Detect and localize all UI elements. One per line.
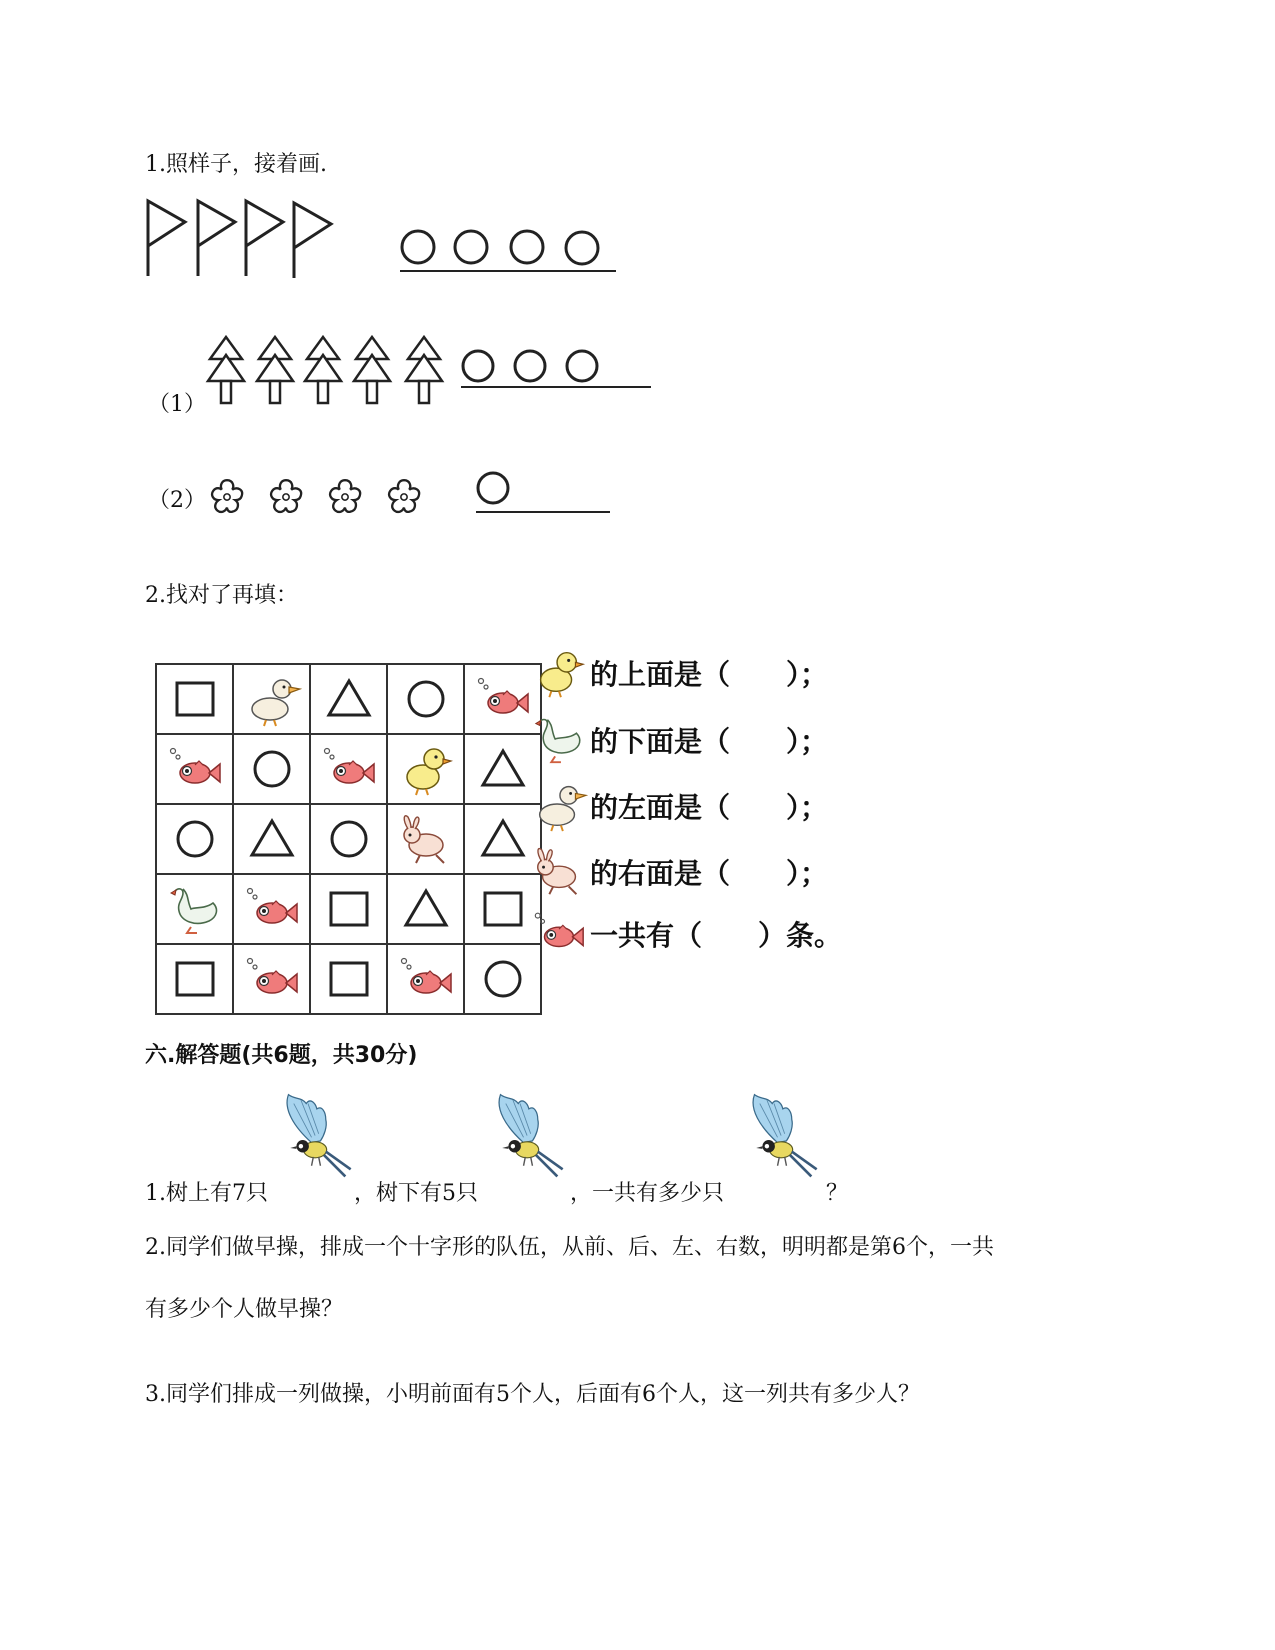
circle-icon <box>165 809 225 869</box>
flower-icon-row <box>206 474 431 520</box>
grid-question-text[interactable]: 的左面是（ ）； <box>590 791 829 824</box>
chick-icon <box>396 739 456 799</box>
grid-cell <box>233 734 310 804</box>
square-icon <box>319 949 379 1009</box>
bird-icon <box>488 1090 568 1194</box>
section-6-heading: 六.解答题(共6题，共30分) <box>145 1043 418 1068</box>
grid-cell <box>387 804 464 874</box>
grid-cell <box>310 944 387 1014</box>
triangle-icon <box>473 809 533 869</box>
grid-cell <box>156 874 233 944</box>
rabbit-icon <box>530 842 588 900</box>
grid-row <box>156 804 541 874</box>
chick-icon <box>530 643 588 701</box>
square-icon <box>165 949 225 1009</box>
fish-icon <box>165 739 225 799</box>
triangle-icon <box>473 739 533 799</box>
square-icon <box>165 669 225 729</box>
grid-question-text[interactable]: 的下面是（ ）； <box>590 725 829 758</box>
goose-icon <box>530 710 588 768</box>
flower-pattern <box>206 474 431 524</box>
circle-icon <box>473 949 533 1009</box>
flag-pattern <box>145 198 345 284</box>
question-1-title: 1.照样子，接着画. <box>145 152 327 177</box>
goose-icon <box>165 879 225 939</box>
flag-icon-row <box>145 198 345 280</box>
fish-icon <box>396 949 456 1009</box>
problem-1-text-a: 1.树上有7只 <box>145 1181 268 1206</box>
grid-row <box>156 734 541 804</box>
sub-question-2-label: （2） <box>148 488 206 513</box>
fish-icon <box>242 879 302 939</box>
position-grid <box>155 663 542 1015</box>
question-icon-wrapper <box>530 710 588 772</box>
rabbit-icon <box>396 809 456 869</box>
square-icon <box>319 879 379 939</box>
grid-question-text[interactable]: 的上面是（ ）； <box>590 658 829 691</box>
triangle-icon <box>242 809 302 869</box>
circle-icon <box>242 739 302 799</box>
grid-cell <box>310 664 387 734</box>
grid-cell <box>233 944 310 1014</box>
grid-cell <box>233 664 310 734</box>
fish-icon <box>473 669 533 729</box>
grid-question-text[interactable]: 一共有（ ）条。 <box>590 919 843 952</box>
answer-underline-example <box>400 270 616 272</box>
grid-cell <box>387 874 464 944</box>
square-icon <box>473 879 533 939</box>
grid-row <box>156 874 541 944</box>
sub-question-1-label: （1） <box>148 392 206 417</box>
duck-icon <box>530 776 588 834</box>
triangle-icon <box>319 669 379 729</box>
grid-cell <box>233 874 310 944</box>
problem-1-text-d: ？ <box>826 1181 849 1206</box>
grid-row <box>156 944 541 1014</box>
grid-cell <box>387 734 464 804</box>
grid-row <box>156 664 541 734</box>
fish-icon <box>319 739 379 799</box>
fish-icon <box>242 949 302 1009</box>
problem-3-text: 3.同学们排成一列做操，小明前面有5个人，后面有6个人，这一列共有多少人？ <box>145 1382 920 1407</box>
question-icon-wrapper <box>530 904 588 966</box>
grid-cell <box>156 944 233 1014</box>
circle-answer-row-2 <box>474 470 514 514</box>
circle-icon-row-1 <box>458 348 608 388</box>
grid-cell <box>310 804 387 874</box>
grid-cell <box>156 664 233 734</box>
answer-underline-2[interactable] <box>476 511 610 513</box>
bird-icon <box>276 1090 356 1194</box>
grid-cell <box>310 874 387 944</box>
question-icon-wrapper <box>530 643 588 705</box>
circle-icon <box>396 669 456 729</box>
question-icon-wrapper <box>530 842 588 904</box>
circle-icon <box>319 809 379 869</box>
answer-underline-1[interactable] <box>461 386 651 388</box>
problem-2-line-1: 2.同学们做早操，排成一个十字形的队伍，从前、后、左、右数，明明都是第6个，一共 <box>145 1235 994 1260</box>
fish-icon <box>530 904 588 962</box>
problem-2-line-2: 有多少个人做早操？ <box>145 1297 344 1322</box>
triangle-icon <box>396 879 456 939</box>
question-icon-wrapper <box>530 776 588 838</box>
grid-cell <box>387 944 464 1014</box>
grid-cell <box>310 734 387 804</box>
grid-cell <box>156 804 233 874</box>
duck-icon <box>242 669 302 729</box>
grid-cell <box>156 734 233 804</box>
grid-cell <box>387 664 464 734</box>
circle-icon-single <box>474 470 514 510</box>
problem-1-text-c: ，一共有多少只 <box>570 1181 725 1206</box>
tree-pattern <box>204 335 454 411</box>
bird-icon <box>742 1090 822 1194</box>
grid-cell <box>233 804 310 874</box>
grid-question-text[interactable]: 的右面是（ ）； <box>590 857 829 890</box>
tree-icon-row <box>204 335 454 407</box>
problem-1-text-b: ，树下有5只 <box>354 1181 478 1206</box>
circle-icon-row <box>398 226 618 274</box>
question-2-title: 2.找对了再填： <box>145 583 298 608</box>
